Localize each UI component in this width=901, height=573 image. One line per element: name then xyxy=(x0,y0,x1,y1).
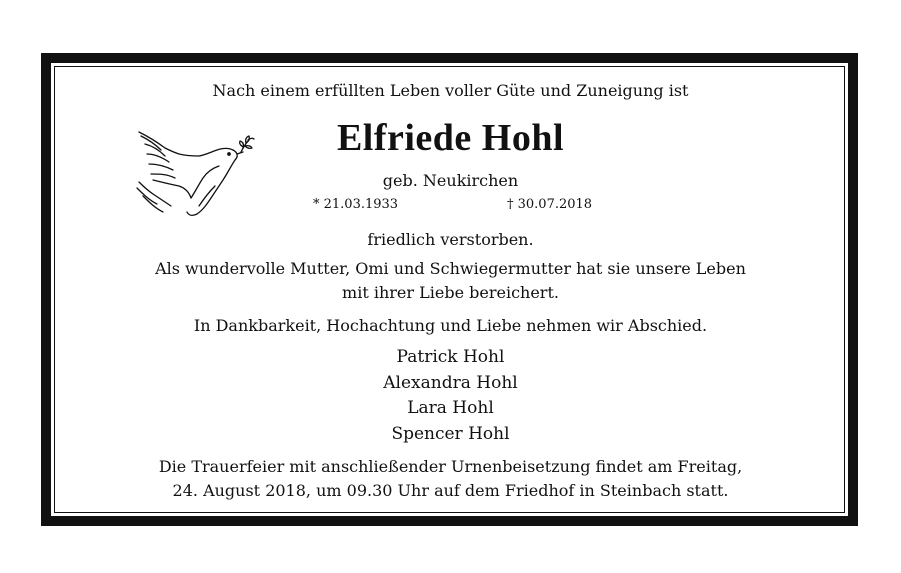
mourner-name: Spencer Hohl xyxy=(391,423,510,444)
tribute-line-1: Als wundervolle Mutter, Omi und Schwiegermutter hat sie unsere Leben xyxy=(155,259,746,278)
ceremony-line-2: 24. August 2018, um 09.30 Uhr auf dem Friedhof in Steinbach statt. xyxy=(172,481,729,500)
mourner-name: Alexandra Hohl xyxy=(383,372,518,393)
mourner-name: Patrick Hohl xyxy=(396,347,505,367)
mourners-list xyxy=(0,345,901,447)
mourner-name: Lara Hohl xyxy=(407,398,494,418)
deceased-name: Elfriede Hohl xyxy=(336,117,565,159)
death-date: † 30.07.2018 xyxy=(507,197,593,212)
ceremony-line-1: Die Trauerfeier mit anschließender Urnenbeisetzung findet am Freitag, xyxy=(158,457,743,476)
intro-text: Nach einem erfüllten Leben voller Güte und Zuneigung ist xyxy=(212,81,689,100)
tribute-line-2: mit ihrer Liebe bereichert. xyxy=(342,283,559,302)
birth-date: * 21.03.1933 xyxy=(313,197,399,212)
farewell-text: In Dankbarkeit, Hochachtung und Liebe nehmen wir Abschied. xyxy=(193,316,708,335)
passed-away-text: friedlich verstorben. xyxy=(367,230,534,249)
maiden-name: geb. Neukirchen xyxy=(382,171,519,190)
